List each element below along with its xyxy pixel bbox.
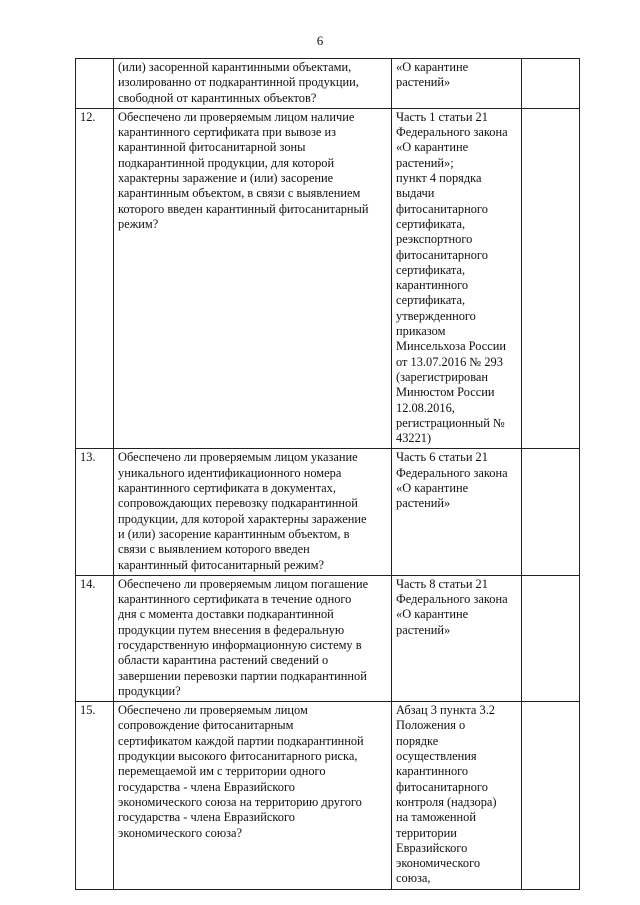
answer-cell: [522, 108, 580, 449]
question-text: Обеспечено ли проверяемым лицом наличие карантинного сертификата при вывозе из карантинной фитосанитарной зоны подкарантинной продукции, для которой характерны заражение и (или) засорение карантинным объектом, в связи с выявлением которого введен карантинный фитосанитарный режим?: [114, 108, 392, 449]
checklist-table: [75, 58, 580, 890]
question-text: Обеспечено ли проверяемым лицом сопровождение фитосанитарным сертификатом каждой партии подкарантинной продукции высокого фитосанитарного риска, перемещаемой им с территории одного государства - члена Евразийского экономического союза на территорию другого государства - члена Евразийского экономического союза?: [114, 702, 392, 890]
table-row: [76, 59, 580, 109]
legal-reference: Часть 1 статьи 21 Федерального закона «О карантине растений»; пункт 4 порядка выдачи фитосанитарного сертификата, реэкспортного фитосанитарного сертификата, карантинного сертификата, утвержденного приказом Минсельхоза России от 13.07.2016 № 293 (зарегистрирован Минюстом России 12.08.2016, регистрационный № 43221): [392, 108, 522, 449]
question-text: (или) засоренной карантинными объектами, изолированно от подкарантинной продукции, свободной от карантинных объектов?: [114, 59, 392, 109]
question-text: Обеспечено ли проверяемым лицом погашение карантинного сертификата в течение одного дня с момента доставки подкарантинной продукции путем внесения в федеральную государственную информационную систему в области карантина растений сведений о завершении перевозки партии подкарантинной продукции?: [114, 575, 392, 701]
table-row: [76, 702, 580, 890]
answer-cell: [522, 575, 580, 701]
table-row: [76, 575, 580, 701]
row-number: 14.: [76, 575, 114, 701]
row-number: 13.: [76, 449, 114, 575]
legal-reference: Часть 6 статьи 21 Федерального закона «О карантине растений»: [392, 449, 522, 575]
page-number: 6: [316, 33, 324, 48]
row-number: 12.: [76, 108, 114, 449]
row-number: 15.: [76, 702, 114, 890]
question-text: Обеспечено ли проверяемым лицом указание уникального идентификационного номера карантинного сертификата в документах, сопровождающих перевозку подкарантинной продукции, для которой характерны заражение и (или) засорение карантинным объектом, в связи с выявлением которого введен карантинный фитосанитарный режим?: [114, 449, 392, 575]
legal-reference: «О карантине растений»: [392, 59, 522, 109]
row-number: [76, 59, 114, 109]
table-row: [76, 449, 580, 575]
answer-cell: [522, 59, 580, 109]
legal-reference: Часть 8 статьи 21 Федерального закона «О карантине растений»: [392, 575, 522, 701]
answer-cell: [522, 449, 580, 575]
legal-reference: Абзац 3 пункта 3.2 Положения о порядке осуществления карантинного фитосанитарного контроля (надзора) на таможенной территории Евразийского экономического союза,: [392, 702, 522, 890]
table-row: [76, 108, 580, 449]
answer-cell: [522, 702, 580, 890]
